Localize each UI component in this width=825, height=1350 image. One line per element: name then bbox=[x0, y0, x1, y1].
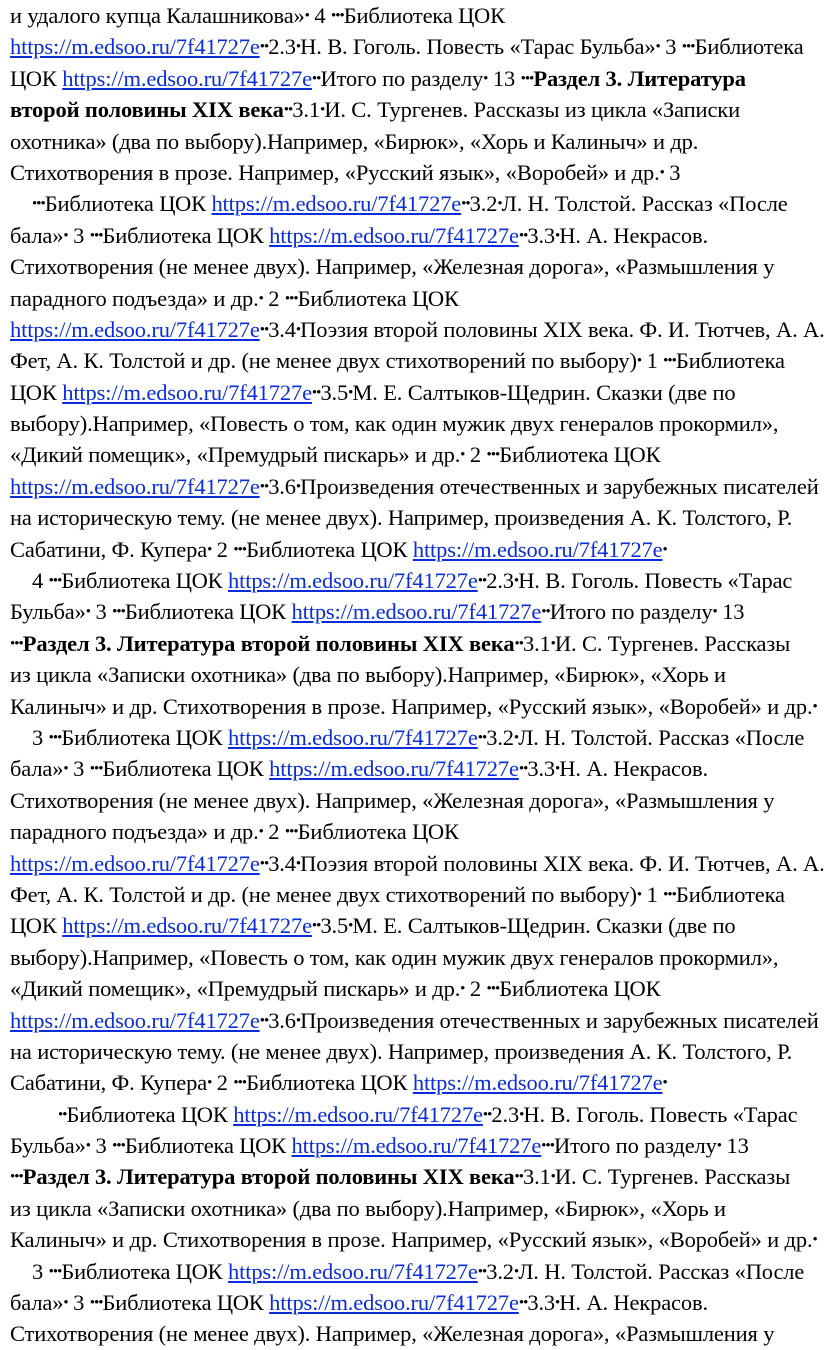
text-segment: Библиотека ЦОК bbox=[297, 285, 459, 311]
text-segment: на историческую тему. (не менее двух). Например, произведения А. К. Толстого, Р. bbox=[10, 1038, 793, 1064]
text-line bbox=[10, 188, 808, 219]
text-line bbox=[10, 157, 808, 188]
text-segment: Библиотека ЦОК bbox=[499, 442, 661, 468]
bullet-icon: ••• bbox=[48, 573, 62, 590]
text-segment: 3.4 bbox=[268, 850, 296, 876]
bullet-icon: • bbox=[555, 227, 560, 244]
bullet-icon: ••• bbox=[520, 70, 534, 87]
text-line bbox=[10, 628, 808, 659]
bullet-icon: ••• bbox=[89, 1295, 103, 1312]
bullet-icon: •• bbox=[518, 227, 528, 244]
bullet-icon: •• bbox=[58, 1106, 67, 1123]
bullet-icon: ••• bbox=[89, 761, 103, 778]
text-line bbox=[10, 471, 819, 502]
text-segment: 3.6 bbox=[268, 1007, 296, 1033]
text-segment: 3 bbox=[90, 1133, 113, 1159]
text-line bbox=[10, 220, 808, 251]
text-segment: 2 bbox=[211, 536, 234, 562]
bullet-icon: • bbox=[258, 824, 263, 841]
library-link[interactable]: https://m.edsoo.ru/7f41727e bbox=[228, 1258, 478, 1284]
bullet-icon: •• bbox=[259, 321, 269, 338]
library-link[interactable]: https://m.edsoo.ru/7f41727e bbox=[10, 473, 260, 499]
text-segment: 1 bbox=[641, 348, 664, 374]
library-link[interactable]: https://m.edsoo.ru/7f41727e bbox=[10, 850, 260, 876]
bullet-icon: • bbox=[85, 1138, 91, 1155]
bullet-icon: •• bbox=[514, 635, 523, 652]
bullet-icon: •• bbox=[311, 384, 321, 401]
bullet-icon: • bbox=[655, 39, 660, 56]
library-link[interactable]: https://m.edsoo.ru/7f41727e bbox=[10, 1007, 260, 1033]
text-segment: Н. А. Некрасов. bbox=[559, 1290, 708, 1316]
text-segment: Бульба» bbox=[10, 1133, 86, 1159]
text-segment: 3 bbox=[663, 159, 681, 185]
text-line bbox=[10, 345, 808, 376]
bullet-icon: • bbox=[85, 604, 91, 621]
text-segment: 3 bbox=[32, 1258, 49, 1284]
text-segment: Стихотворения (не менее двух). Например, «Железная дорога», «Размышления у bbox=[10, 1321, 775, 1347]
text-segment: И. С. Тургенев. Рассказы bbox=[554, 1164, 791, 1190]
library-link[interactable]: https://m.edsoo.ru/7f41727e bbox=[269, 1290, 519, 1316]
section-heading: второй половины XIX века bbox=[10, 97, 284, 123]
text-segment: Калиныч» и др. Стихотворения в прозе. Например, «Русский язык», «Воробей» и др. bbox=[10, 693, 813, 719]
bullet-icon: • bbox=[304, 8, 309, 24]
bullet-icon: ••• bbox=[48, 1263, 62, 1280]
bullet-icon: • bbox=[497, 196, 502, 213]
text-line bbox=[10, 31, 808, 62]
bullet-icon: •• bbox=[477, 1263, 487, 1280]
bullet-icon: • bbox=[295, 855, 301, 872]
bullet-icon: • bbox=[207, 1075, 212, 1092]
bullet-icon: •• bbox=[482, 1106, 492, 1123]
text-segment: 3 bbox=[32, 724, 49, 750]
text-segment: Поэзия второй половины XIX века. Ф. И. Тютчев, А. А. bbox=[300, 850, 825, 876]
text-segment: 3.2 bbox=[486, 724, 514, 750]
bullet-icon: ••• bbox=[486, 447, 500, 464]
text-segment: 3.1 bbox=[292, 97, 320, 123]
bullet-icon: • bbox=[636, 353, 642, 370]
bullet-icon: • bbox=[519, 1106, 524, 1123]
bullet-icon: •• bbox=[518, 1295, 528, 1312]
text-line bbox=[10, 283, 808, 314]
text-segment: И. С. Тургенев. Рассказы bbox=[554, 630, 791, 656]
text-segment: 3.4 bbox=[268, 316, 296, 342]
bullet-icon: • bbox=[513, 729, 519, 746]
text-segment: Л. Н. Толстой. Рассказ «После bbox=[518, 1258, 805, 1284]
text-line bbox=[10, 126, 808, 157]
bullet-icon: ••• bbox=[330, 8, 344, 24]
bullet-icon: ••• bbox=[663, 886, 676, 903]
bullet-icon: • bbox=[659, 164, 664, 181]
text-segment: М. Е. Салтыков-Щедрин. Сказки (две по bbox=[352, 913, 736, 939]
text-segment: Н. В. Гоголь. Повесть «Тарас Бульба» bbox=[300, 34, 656, 60]
text-segment: 3.3 bbox=[527, 222, 556, 248]
bullet-icon: ••• bbox=[233, 1075, 247, 1092]
bullet-icon: • bbox=[348, 384, 353, 401]
text-line bbox=[10, 942, 808, 973]
text-segment: Библиотека ЦОК bbox=[66, 1101, 234, 1127]
bullet-icon: • bbox=[63, 227, 68, 244]
section-heading: Раздел 3. Литература второй половины XIX века bbox=[22, 1164, 515, 1190]
bullet-icon: • bbox=[207, 541, 212, 558]
text-segment: 13 bbox=[721, 1133, 749, 1159]
text-line bbox=[10, 1287, 808, 1318]
text-line bbox=[10, 534, 808, 565]
text-line bbox=[10, 377, 808, 408]
bullet-icon: • bbox=[555, 1295, 560, 1312]
text-segment: ЦОК bbox=[10, 379, 63, 405]
bullet-icon: •• bbox=[311, 70, 321, 87]
text-segment: Стихотворения (не менее двух). Например, «Железная дорога», «Размышления у bbox=[10, 787, 775, 813]
text-line bbox=[10, 1099, 808, 1130]
bullet-icon: •• bbox=[518, 761, 528, 778]
bullet-icon: • bbox=[513, 573, 519, 590]
text-segment: Н. В. Гоголь. Повесть «Тарас bbox=[518, 568, 793, 594]
text-line bbox=[10, 1318, 808, 1349]
library-link[interactable]: https://m.edsoo.ru/7f41727e bbox=[62, 379, 312, 405]
bullet-icon: ••• bbox=[89, 227, 103, 244]
text-segment: 3.1 bbox=[522, 1164, 551, 1190]
bullet-icon: • bbox=[460, 981, 465, 998]
text-segment: 3 bbox=[67, 1290, 90, 1316]
text-segment: Библиотека ЦОК bbox=[102, 756, 270, 782]
text-line bbox=[10, 94, 808, 125]
bullet-icon: • bbox=[295, 1012, 301, 1029]
text-segment: Библиотека ЦОК bbox=[61, 568, 229, 594]
bullet-icon: ••• bbox=[48, 729, 62, 746]
text-segment: 3.2 bbox=[486, 1258, 514, 1284]
text-line bbox=[10, 1193, 808, 1224]
bullet-icon: ••• bbox=[112, 604, 125, 621]
text-segment: Итого по разделу bbox=[320, 65, 484, 91]
bullet-icon: •• bbox=[541, 604, 550, 621]
bullet-icon: ••• bbox=[681, 39, 695, 56]
text-segment: Библиотека ЦОК bbox=[246, 1070, 413, 1096]
text-segment: Н. В. Гоголь. Повесть «Тарас bbox=[523, 1101, 798, 1127]
text-segment: 1 bbox=[641, 881, 664, 907]
bullet-icon: ••• bbox=[663, 353, 676, 370]
text-segment: Библиотека bbox=[675, 348, 785, 374]
text-segment: 3 bbox=[67, 222, 90, 248]
bullet-icon: • bbox=[712, 604, 717, 621]
text-segment: Библиотека ЦОК bbox=[499, 976, 661, 1002]
bullet-icon: •• bbox=[259, 478, 269, 495]
library-link[interactable]: https://m.edsoo.ru/7f41727e bbox=[412, 536, 663, 562]
text-segment: парадного подъезда» и др. bbox=[10, 819, 259, 845]
text-segment: выбору).Например, «Повесть о том, как один мужик двух генералов прокормил», bbox=[10, 944, 779, 970]
bullet-icon: ••• bbox=[10, 635, 23, 652]
bullet-icon: • bbox=[555, 761, 560, 778]
text-segment: 3.1 bbox=[522, 630, 551, 656]
text-segment: Библиотека ЦОК bbox=[102, 1290, 270, 1316]
text-segment: Стихотворения (не менее двух). Например, «Железная дорога», «Размышления у bbox=[10, 254, 775, 280]
bullet-icon: • bbox=[716, 1138, 721, 1155]
text-segment: Произведения отечественных и зарубежных писателей bbox=[300, 473, 819, 499]
text-segment: из цикла «Записки охотника» (два по выбору).Например, «Бирюк», «Хорь и bbox=[10, 662, 726, 688]
library-link[interactable]: https://m.edsoo.ru/7f41727e bbox=[10, 316, 260, 342]
text-segment: Библиотека ЦОК bbox=[102, 222, 270, 248]
text-segment: Калиныч» и др. Стихотворения в прозе. Например, «Русский язык», «Воробей» и др. bbox=[10, 1227, 813, 1253]
text-segment: Библиотека ЦОК bbox=[297, 819, 459, 845]
bullet-icon: • bbox=[812, 1232, 817, 1249]
library-link[interactable]: https://m.edsoo.ru/7f41727e bbox=[228, 568, 478, 594]
text-line bbox=[10, 251, 808, 282]
bullet-icon: •• bbox=[514, 1169, 523, 1186]
text-line bbox=[10, 408, 808, 439]
bullet-icon: • bbox=[258, 290, 263, 307]
text-line bbox=[10, 1005, 819, 1036]
text-segment: Библиотека ЦОК bbox=[246, 536, 413, 562]
text-segment: 3.6 bbox=[268, 473, 296, 499]
text-segment: Н. А. Некрасов. bbox=[559, 756, 708, 782]
text-line bbox=[10, 1067, 808, 1098]
bullet-icon: ••• bbox=[486, 981, 500, 998]
text-segment: Н. А. Некрасов. bbox=[559, 222, 708, 248]
text-segment: 2 bbox=[262, 285, 285, 311]
text-segment: Библиотека ЦОК bbox=[124, 599, 292, 625]
bullet-icon: • bbox=[636, 886, 642, 903]
bullet-icon: • bbox=[319, 102, 325, 119]
text-segment: парадного подъезда» и др. bbox=[10, 285, 259, 311]
text-segment: Библиотека bbox=[675, 881, 785, 907]
bullet-icon: •• bbox=[541, 1138, 550, 1155]
library-link[interactable]: https://m.edsoo.ru/7f41727e bbox=[291, 599, 542, 625]
bullet-icon: • bbox=[812, 698, 817, 715]
bullet-icon: • bbox=[295, 39, 301, 56]
text-line bbox=[10, 63, 808, 94]
section-heading: Раздел 3. Литература второй половины XIX века bbox=[22, 630, 515, 656]
bullet-icon: •• bbox=[259, 1012, 269, 1029]
text-segment: 3.5 bbox=[320, 379, 349, 405]
bullet-icon: • bbox=[550, 1169, 555, 1186]
text-line bbox=[10, 1224, 817, 1255]
bullet-icon: • bbox=[483, 70, 488, 87]
text-segment: 2 bbox=[262, 819, 285, 845]
text-segment: бала» bbox=[10, 1290, 64, 1316]
text-line bbox=[10, 0, 808, 31]
text-segment: 3 bbox=[659, 34, 682, 60]
text-line bbox=[10, 753, 808, 784]
text-segment: 13 bbox=[487, 65, 521, 91]
text-line bbox=[10, 848, 825, 879]
text-segment: Стихотворения в прозе. Например, «Русский язык», «Воробей» и др. bbox=[10, 159, 660, 185]
text-line bbox=[10, 691, 817, 722]
text-segment: Произведения отечественных и зарубежных писателей bbox=[300, 1007, 819, 1033]
text-segment: 3.2 bbox=[469, 191, 498, 217]
library-link[interactable]: https://m.edsoo.ru/7f41727e bbox=[269, 222, 519, 248]
text-segment: ЦОК bbox=[10, 65, 63, 91]
text-line bbox=[10, 659, 808, 690]
bullet-icon: • bbox=[662, 541, 667, 558]
bullet-icon: ••• bbox=[284, 290, 298, 307]
section-heading: Раздел 3. Литература bbox=[533, 65, 746, 91]
bullet-icon: • bbox=[550, 635, 555, 652]
library-link[interactable]: https://m.edsoo.ru/7f41727e bbox=[291, 1133, 542, 1159]
bullet-icon: ••• bbox=[284, 824, 298, 841]
text-segment: И. С. Тургенев. Рассказы из цикла «Записки bbox=[324, 97, 740, 123]
bullet-icon: ••• bbox=[32, 196, 45, 213]
text-line bbox=[10, 722, 808, 753]
text-segment: Библиотека ЦОК bbox=[44, 191, 212, 217]
text-segment: из цикла «Записки охотника» (два по выбору).Например, «Бирюк», «Хорь и bbox=[10, 1195, 726, 1221]
text-segment: «Дикий помещик», «Премудрый пискарь» и др. bbox=[10, 976, 461, 1002]
bullet-icon: •• bbox=[259, 855, 269, 872]
library-link[interactable]: https://m.edsoo.ru/7f41727e bbox=[412, 1070, 663, 1096]
text-line bbox=[10, 1256, 808, 1287]
text-segment: Сабатини, Ф. Купера bbox=[10, 1070, 208, 1096]
text-line bbox=[10, 314, 825, 345]
text-segment: 2.3 bbox=[486, 568, 514, 594]
text-segment: 2.3 bbox=[491, 1101, 520, 1127]
text-segment: 13 bbox=[716, 599, 745, 625]
text-segment: Библиотека ЦОК bbox=[61, 724, 229, 750]
bullet-icon: • bbox=[513, 1263, 519, 1280]
text-segment: Л. Н. Толстой. Рассказ «После bbox=[518, 724, 805, 750]
library-link[interactable]: https://m.edsoo.ru/7f41727e bbox=[10, 34, 260, 60]
text-segment: 4 bbox=[32, 568, 49, 594]
bullet-icon: • bbox=[295, 478, 301, 495]
text-segment: 2 bbox=[464, 442, 487, 468]
text-line bbox=[10, 1036, 808, 1067]
bullet-icon: • bbox=[348, 918, 353, 935]
bullet-icon: •• bbox=[477, 729, 487, 746]
library-link[interactable]: https://m.edsoo.ru/7f41727e bbox=[62, 65, 312, 91]
text-segment: на историческую тему. (не менее двух). Например, произведения А. К. Толстого, Р. bbox=[10, 505, 793, 531]
bullet-icon: • bbox=[63, 761, 68, 778]
library-link[interactable]: https://m.edsoo.ru/7f41727e bbox=[228, 724, 478, 750]
text-segment: Библиотека ЦОК bbox=[61, 1258, 229, 1284]
text-segment: 3.3 bbox=[527, 756, 556, 782]
text-segment: 2 bbox=[211, 1070, 234, 1096]
bullet-icon: ••• bbox=[233, 541, 247, 558]
text-segment: выбору).Например, «Повесть о том, как один мужик двух генералов прокормил», bbox=[10, 411, 779, 437]
library-link[interactable]: https://m.edsoo.ru/7f41727e bbox=[211, 191, 462, 217]
text-segment: Итого по разделу bbox=[549, 599, 713, 625]
text-segment: ЦОК bbox=[10, 913, 63, 939]
text-segment: «Дикий помещик», «Премудрый пискарь» и др. bbox=[10, 442, 461, 468]
text-segment: 2 bbox=[464, 976, 487, 1002]
library-link[interactable]: https://m.edsoo.ru/7f41727e bbox=[62, 913, 312, 939]
text-line bbox=[10, 439, 808, 470]
text-segment: 3.3 bbox=[527, 1290, 556, 1316]
text-line bbox=[10, 1161, 808, 1192]
text-line bbox=[10, 973, 808, 1004]
text-line bbox=[10, 565, 808, 596]
text-segment: бала» bbox=[10, 222, 64, 248]
text-segment: Итого по разделу bbox=[554, 1133, 717, 1159]
text-segment: Библиотека bbox=[694, 34, 804, 60]
bullet-icon: •• bbox=[259, 39, 269, 56]
bullet-icon: ••• bbox=[10, 1169, 23, 1186]
text-segment: Сабатини, Ф. Купера bbox=[10, 536, 208, 562]
text-segment: охотника» (два по выбору).Например, «Бирюк», «Хорь и Калиныч» и др. bbox=[10, 128, 699, 154]
text-segment: 3 bbox=[67, 756, 90, 782]
text-segment: Библиотека ЦОК bbox=[124, 1133, 292, 1159]
library-link[interactable]: https://m.edsoo.ru/7f41727e bbox=[233, 1101, 483, 1127]
text-segment: 3 bbox=[90, 599, 113, 625]
text-segment: Л. Н. Толстой. Рассказ «После bbox=[501, 191, 788, 217]
text-segment: 4 bbox=[308, 3, 331, 28]
text-segment: Бульба» bbox=[10, 599, 86, 625]
bullet-icon: •• bbox=[477, 573, 487, 590]
text-segment: Поэзия второй половины XIX века. Ф. И. Тютчев, А. А. bbox=[300, 316, 825, 342]
text-segment: 3.5 bbox=[320, 913, 349, 939]
text-line bbox=[10, 1130, 808, 1161]
text-line bbox=[10, 785, 808, 816]
text-segment: М. Е. Салтыков-Щедрин. Сказки (две по bbox=[352, 379, 736, 405]
bullet-icon: • bbox=[460, 447, 465, 464]
text-line bbox=[10, 502, 808, 533]
text-line bbox=[10, 879, 808, 910]
bullet-icon: • bbox=[662, 1075, 667, 1092]
bullet-icon: ••• bbox=[112, 1138, 125, 1155]
text-line bbox=[10, 910, 808, 941]
bullet-icon: • bbox=[295, 321, 301, 338]
bullet-icon: •• bbox=[311, 918, 321, 935]
text-segment: Фет, А. К. Толстой и др. (не менее двух стихотворений по выбору) bbox=[10, 348, 637, 374]
text-segment: Фет, А. К. Толстой и др. (не менее двух стихотворений по выбору) bbox=[10, 881, 637, 907]
bullet-icon: • bbox=[63, 1295, 68, 1312]
library-link[interactable]: https://m.edsoo.ru/7f41727e bbox=[269, 756, 519, 782]
text-segment: 2.3 bbox=[268, 34, 296, 60]
text-segment: бала» bbox=[10, 756, 64, 782]
text-line bbox=[10, 596, 808, 627]
text-line bbox=[10, 816, 808, 847]
bullet-icon: • bbox=[549, 1138, 554, 1155]
bullet-icon: •• bbox=[283, 102, 293, 119]
text-segment: и удалого купца Калашникова» bbox=[10, 3, 305, 28]
bullet-icon: •• bbox=[461, 196, 470, 213]
text-segment: Библиотека ЦОК bbox=[343, 3, 505, 28]
